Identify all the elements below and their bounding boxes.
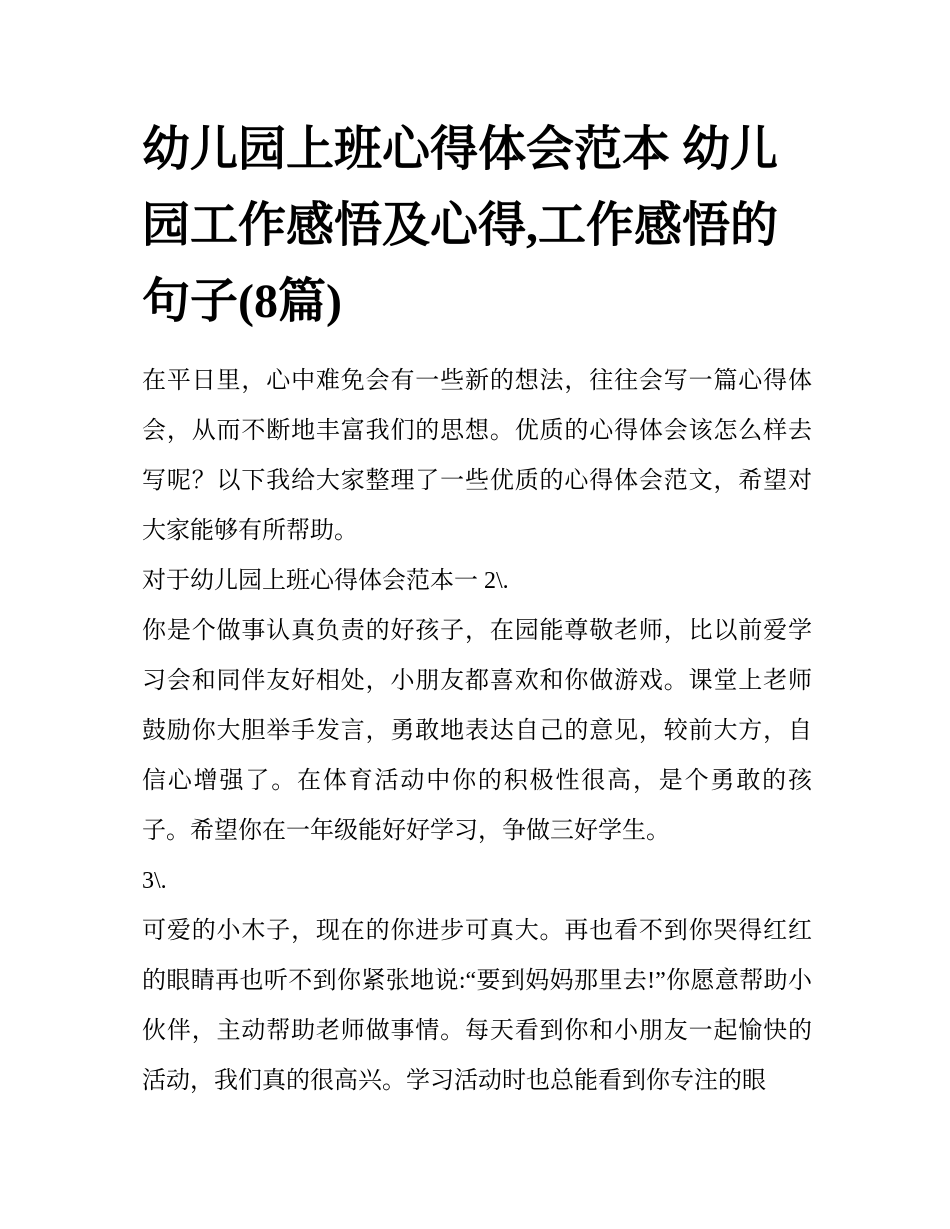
paragraph-comment-1: 你是个做事认真负责的好孩子，在园能尊敬老师，比以前爱学习会和同伴友好相处，小朋友都喜欢和你做游戏。课堂上老师鼓励你大胆举手发言，勇敢地表达自己的意见，较前大方，自信心增强了。在体育活动中你的积极性很高，是个勇敢的孩子。希望你在一年级能好好学习，争做三好学生。 (142, 618, 812, 844)
paragraph-item-number: 3\. (142, 868, 167, 894)
paragraph-comment-2: 可爱的小木子，现在的你进步可真大。再也看不到你哭得红红的眼睛再也听不到你紧张地说:“要到妈妈那里去!”你愿意帮助小伙伴，主动帮助老师做事情。每天看到你和小朋友一起愉快的活动，我们真的很高兴。学习活动时也总能看到你专注的眼 (142, 918, 812, 1094)
paragraph-section-label: 对于幼儿园上班心得体会范本一 2\. (142, 568, 509, 594)
document-content (142, 112, 812, 1106)
paragraph-intro: 在平日里，心中难免会有一些新的想法，往往会写一篇心得体会，从而不断地丰富我们的思想。优质的心得体会该怎么样去写呢？以下我给大家整理了一些优质的心得体会范文，希望对大家能够有所帮助。 (142, 368, 812, 544)
document-title: 幼儿园上班心得体会范本 幼儿园工作感悟及心得,工作感悟的句子(8篇) (142, 123, 779, 328)
